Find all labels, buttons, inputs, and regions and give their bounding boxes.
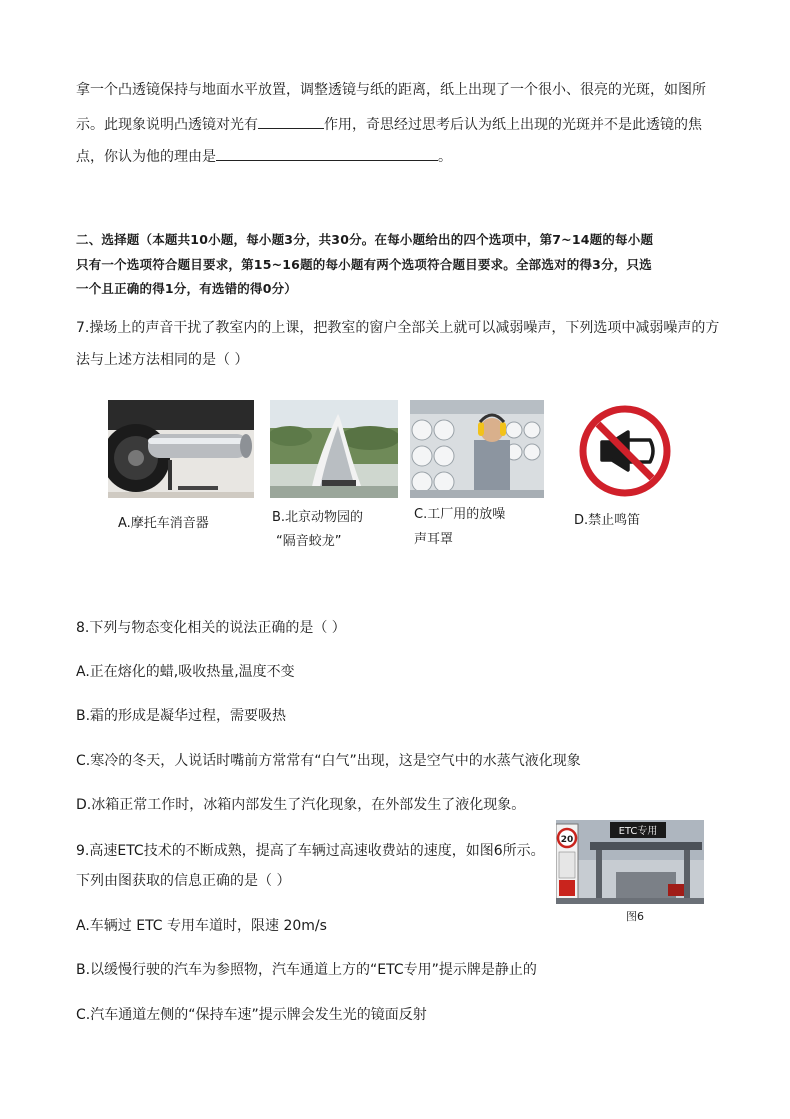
motorcycle-muffler-photo[interactable] [108,400,254,498]
q9-option-c[interactable]: C.汽车通道左侧的“保持车速”提示牌会发生光的镜面反射 [76,1007,427,1023]
q8-option-c[interactable]: C.寒冷的冬天，人说话时嘴前方常常有“白气”出现，这是空气中的水蒸气液化现象 [76,753,581,769]
q7-option-b-line-1[interactable]: B.北京动物园的 [272,510,364,525]
motorcycle-muffler-illustration [108,400,254,498]
etc-sign-text: ETC专用 [618,826,658,837]
q7-option-d[interactable]: D.禁止鸣笛 [574,513,641,528]
q8-stem: 8.下列与物态变化相关的说法正确的是（ ） [76,620,346,636]
intro-line-2 [76,114,702,135]
answer-blank-1[interactable] [258,114,324,129]
intro-line-3-text-a: 点，你认为他的理由是 [76,149,216,165]
q7-option-c-line-2[interactable]: 声耳罩 [414,532,454,547]
q8-option-b[interactable]: B.霜的形成是凝华过程，需要吸热 [76,708,287,724]
q9-stem-line-1: 9.高速ETC技术的不断成熟，提高了车辆过高速收费站的速度，如图6所示。 [76,843,545,859]
q7-stem-line-1: 7.操场上的声音干扰了教室内的上课，把教室的窗户全部关上就可以减弱噪声，下列选项中减弱噪声的方 [76,320,720,336]
intro-line-2-text-b: 作用，奇思经过思考后认为纸上出现的光斑并不是此透镜的焦 [324,117,702,133]
factory-earmuffs-illustration [410,400,544,498]
intro-line-2-text-a: 示。此现象说明凸透镜对光有 [76,117,258,133]
figure-6-caption: 图6 [626,910,644,923]
noise-barrier-tunnel-illustration [270,400,398,498]
speed-limit-number: 20 [560,835,574,845]
factory-earmuffs-photo[interactable] [410,400,544,498]
answer-blank-2[interactable] [216,146,438,161]
q8-option-d[interactable]: D.冰箱正常工作时，冰箱内部发生了汽化现象，在外部发生了液化现象。 [76,797,526,813]
section-heading-line-3: 一个且正确的得1分，有选错的得0分） [76,281,297,296]
q7-option-a[interactable]: A.摩托车消音器 [118,516,209,531]
intro-line-3 [76,146,452,167]
no-horn-icon [578,404,672,498]
etc-lane-illustration [556,820,704,904]
intro-line-3-text-b: 。 [438,149,452,165]
section-heading-line-2: 只有一个选项符合题目要求，第15~16题的每小题有两个选项符合题目要求。全部选对的得3分，只选 [76,257,652,272]
intro-line-1 [76,80,706,100]
q9-option-b[interactable]: B.以缓慢行驶的汽车为参照物，汽车通道上方的“ETC专用”提示牌是静止的 [76,962,537,978]
section-heading-line-1: 二、选择题（本题共10小题，每小题3分，共30分。在每小题给出的四个选项中，第7~14题的每小题 [76,232,654,247]
no-honking-sign[interactable] [578,404,672,498]
etc-toll-lane-photo [556,820,704,904]
q7-option-b-line-2[interactable]: “隔音蛟龙” [276,534,342,549]
q7-option-c-line-1[interactable]: C.工厂用的放噪 [414,507,506,522]
intro-line-1-text: 拿一个凸透镜保持与地面水平放置，调整透镜与纸的距离，纸上出现了一个很小、很亮的光斑，如图所 [76,82,706,98]
q7-stem-line-2: 法与上述方法相同的是（ ） [76,352,249,368]
q8-option-a[interactable]: A.正在熔化的蜡,吸收热量,温度不变 [76,664,295,680]
q9-stem-line-2: 下列由图获取的信息正确的是（ ） [76,873,291,889]
noise-barrier-tunnel-photo[interactable] [270,400,398,498]
q9-option-a[interactable]: A.车辆过 ETC 专用车道时，限速 20m/s [76,918,327,934]
